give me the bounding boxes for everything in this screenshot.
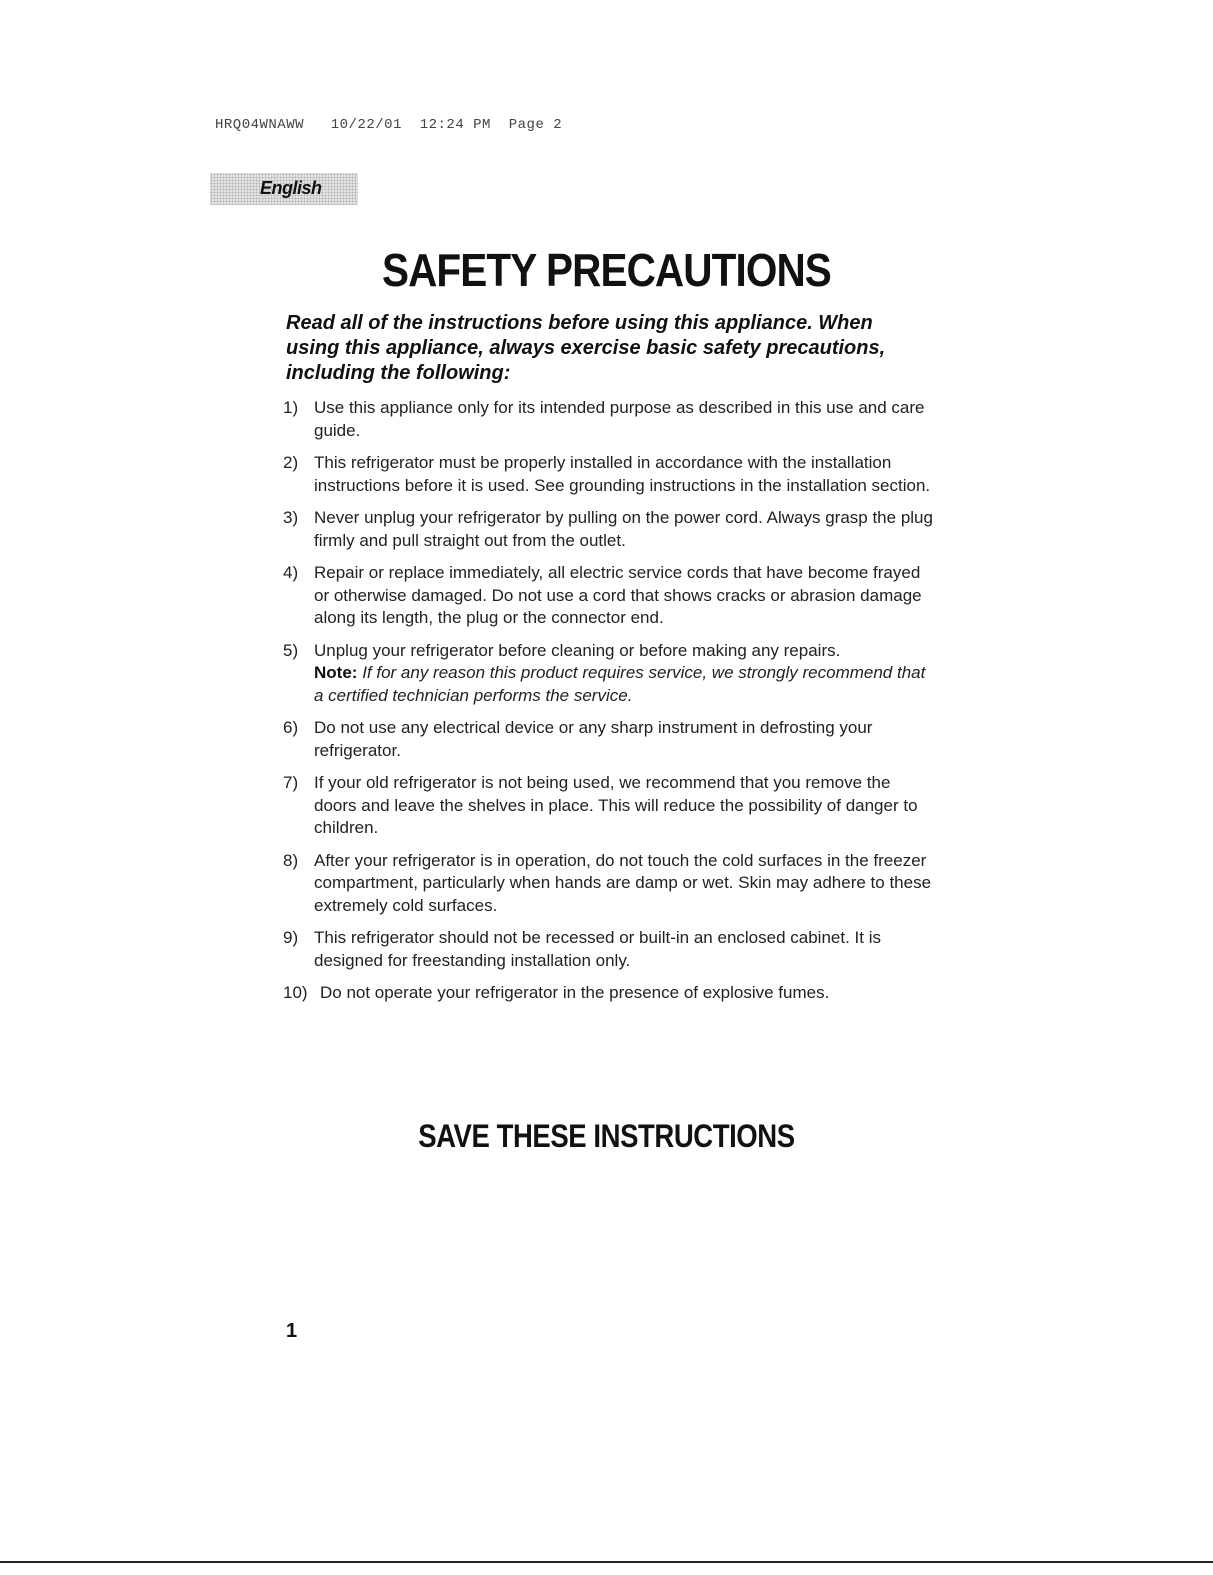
- item-number: 3): [283, 508, 299, 527]
- list-item: [283, 927, 933, 972]
- bottom-rule: [0, 1561, 1213, 1563]
- item-number: 8): [283, 850, 299, 870]
- language-tab: [210, 173, 358, 205]
- language-tab-label: English: [260, 178, 322, 198]
- item-text: Repair or replace immediately, all electric service cords that have become frayed or otherwise damaged. Do not use a cord that shows cracks or abrasion damage along its length, the plug or the connector end.: [314, 563, 922, 627]
- list-item: [283, 717, 933, 762]
- item-text: If your old refrigerator is not being used, we recommend that you remove the doors and leave the shelves in place. This will reduce the possibility of danger to children.: [314, 773, 918, 837]
- item-number: 5): [283, 640, 299, 660]
- page-title: SAFETY PRECAUTIONS: [381, 244, 831, 296]
- list-item: [283, 850, 933, 918]
- item-number: 10): [283, 983, 308, 1002]
- save-instructions-title: SAVE THESE INSTRUCTIONS: [418, 1118, 795, 1154]
- item-number: 6): [283, 718, 299, 737]
- item-text: Use this appliance only for its intended purpose as described in this use and care guide.: [314, 398, 925, 440]
- item-number: 1): [283, 398, 299, 417]
- item-number: 9): [283, 928, 299, 947]
- item-text: Never unplug your refrigerator by pulling on the power cord. Always grasp the plug firmly and pull straight out from the outlet.: [314, 508, 933, 550]
- page-number: 1: [286, 1320, 298, 1342]
- item-text: Unplug your refrigerator before cleaning or before making any repairs.: [314, 640, 841, 660]
- intro-paragraph: Read all of the instructions before using this appliance. When using this appliance, always exercise basic safety precautions, including the following:: [286, 312, 886, 384]
- list-item: [283, 640, 933, 708]
- item-number: 7): [283, 773, 299, 792]
- note-label: Note:: [314, 663, 358, 682]
- item-text: Do not use any electrical device or any sharp instrument in defrosting your refrigerator.: [314, 718, 873, 760]
- item-number: 4): [283, 563, 299, 582]
- item-text: This refrigerator should not be recessed or built-in an enclosed cabinet. It is designed for freestanding installation only.: [314, 928, 881, 970]
- list-item: [283, 562, 933, 630]
- list-item: [283, 452, 933, 497]
- item-number: 2): [283, 453, 299, 472]
- list-item: [283, 982, 933, 1005]
- item-text: This refrigerator must be properly installed in accordance with the installation instructions before it is used. See grounding instructions in the installation section.: [314, 453, 931, 495]
- list-item: [283, 397, 933, 442]
- list-item: [283, 772, 933, 840]
- item-text: After your refrigerator is in operation, do not touch the cold surfaces in the freezer compartment, particularly when hands are damp or wet. Skin may adhere to these extremely cold surfaces.: [314, 850, 932, 915]
- list-item: [283, 507, 933, 552]
- print-header-line: HRQ04WNAWW 10/22/01 12:24 PM Page 2: [215, 117, 563, 133]
- note-text: If for any reason this product requires service, we strongly recommend that a certified technician performs the service.: [314, 663, 926, 705]
- precautions-list: [283, 397, 933, 1015]
- item-text: Do not operate your refrigerator in the presence of explosive fumes.: [320, 983, 830, 1002]
